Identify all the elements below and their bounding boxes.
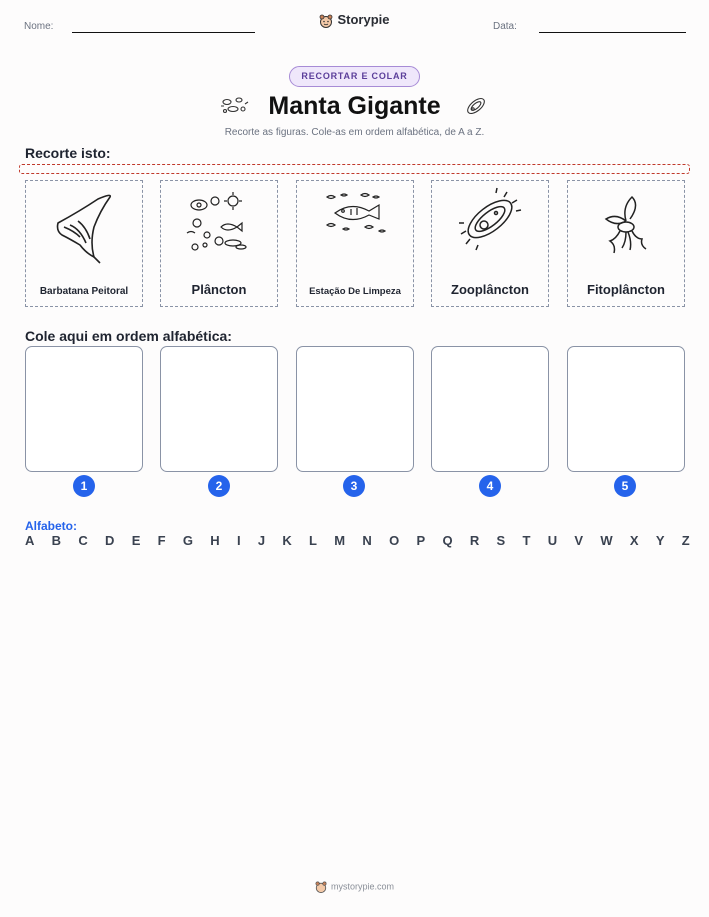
alphabet-letter: W (600, 533, 613, 548)
alphabet-letter: U (547, 533, 558, 548)
paste-box[interactable] (25, 346, 143, 472)
alphabet-row (25, 533, 690, 548)
card-label: Estação De Limpeza (309, 286, 401, 297)
paste-box[interactable] (567, 346, 685, 472)
alphabet-letter: Z (681, 533, 690, 548)
storypie-logo-icon (315, 881, 327, 893)
alphabet-letter: Y (655, 533, 665, 548)
alphabet-letter: B (51, 533, 62, 548)
alphabet-letter: Q (442, 533, 453, 548)
phytoplankton-icon (592, 187, 662, 267)
zooplankton-small-icon (463, 94, 489, 118)
plankton-icon (185, 187, 255, 267)
alphabet-letter: T (522, 533, 531, 548)
date-line[interactable] (539, 32, 686, 33)
alphabet-letter: S (496, 533, 506, 548)
card-label: Barbatana Peitoral (39, 286, 129, 297)
alphabet-letter: F (157, 533, 166, 548)
alphabet-letter: N (362, 533, 372, 548)
number-badge: 1 (73, 475, 95, 497)
alphabet-letter: D (105, 533, 115, 548)
name-line[interactable] (72, 32, 255, 33)
alphabet-letter: K (282, 533, 292, 548)
alphabet-letter: O (389, 533, 400, 548)
paste-box[interactable] (160, 346, 278, 472)
instructions: Recorte as figuras. Cole-as em ordem alfabética, de A a Z. (224, 127, 485, 138)
brand (0, 12, 709, 28)
alphabet-letter: X (629, 533, 639, 548)
number-badge: 5 (614, 475, 636, 497)
activity-badge: RECORTAR E COLAR (289, 66, 420, 87)
cut-card[interactable] (431, 180, 549, 307)
number-badge: 2 (208, 475, 230, 497)
cut-card[interactable] (160, 180, 278, 307)
footer-url[interactable]: mystorypie.com (330, 881, 394, 892)
date-label: Data: (493, 21, 517, 32)
name-label: Nome: (24, 21, 54, 32)
alphabet-letter: H (210, 533, 220, 548)
alphabet-letter: G (182, 533, 193, 548)
alphabet-label: Alfabeto: (25, 519, 77, 533)
paste-box[interactable] (431, 346, 549, 472)
alphabet-letter: C (78, 533, 88, 548)
cut-card[interactable] (25, 180, 143, 307)
card-label: Fitoplâncton (587, 282, 665, 297)
alphabet-letter: E (131, 533, 141, 548)
alphabet-letter: R (469, 533, 480, 548)
cut-card[interactable] (296, 180, 414, 307)
brand-name: Storypie (337, 12, 390, 27)
storypie-logo-icon (319, 14, 333, 28)
paste-box[interactable] (296, 346, 414, 472)
number-badge: 3 (343, 475, 365, 497)
paste-heading: Cole aqui em ordem alfabética: (25, 328, 232, 344)
alphabet-letter: M (334, 533, 346, 548)
cut-heading: Recorte isto: (25, 145, 111, 161)
alphabet-letter: P (416, 533, 426, 548)
alphabet-letter: L (309, 533, 317, 548)
cleaning-station-icon (321, 187, 391, 267)
footer (0, 881, 709, 893)
cut-line (19, 164, 690, 174)
zooplankton-icon (456, 187, 526, 267)
card-label: Zooplâncton (451, 282, 529, 297)
alphabet-letter: V (574, 533, 584, 548)
number-badge: 4 (479, 475, 501, 497)
page-title: Manta Gigante (268, 92, 441, 120)
alphabet-letter: A (25, 533, 35, 548)
card-label: Plâncton (191, 282, 247, 297)
alphabet-letter: I (236, 533, 241, 548)
pectoral-fin-icon (50, 187, 120, 267)
alphabet-letter: J (257, 533, 266, 548)
cut-card[interactable] (567, 180, 685, 307)
